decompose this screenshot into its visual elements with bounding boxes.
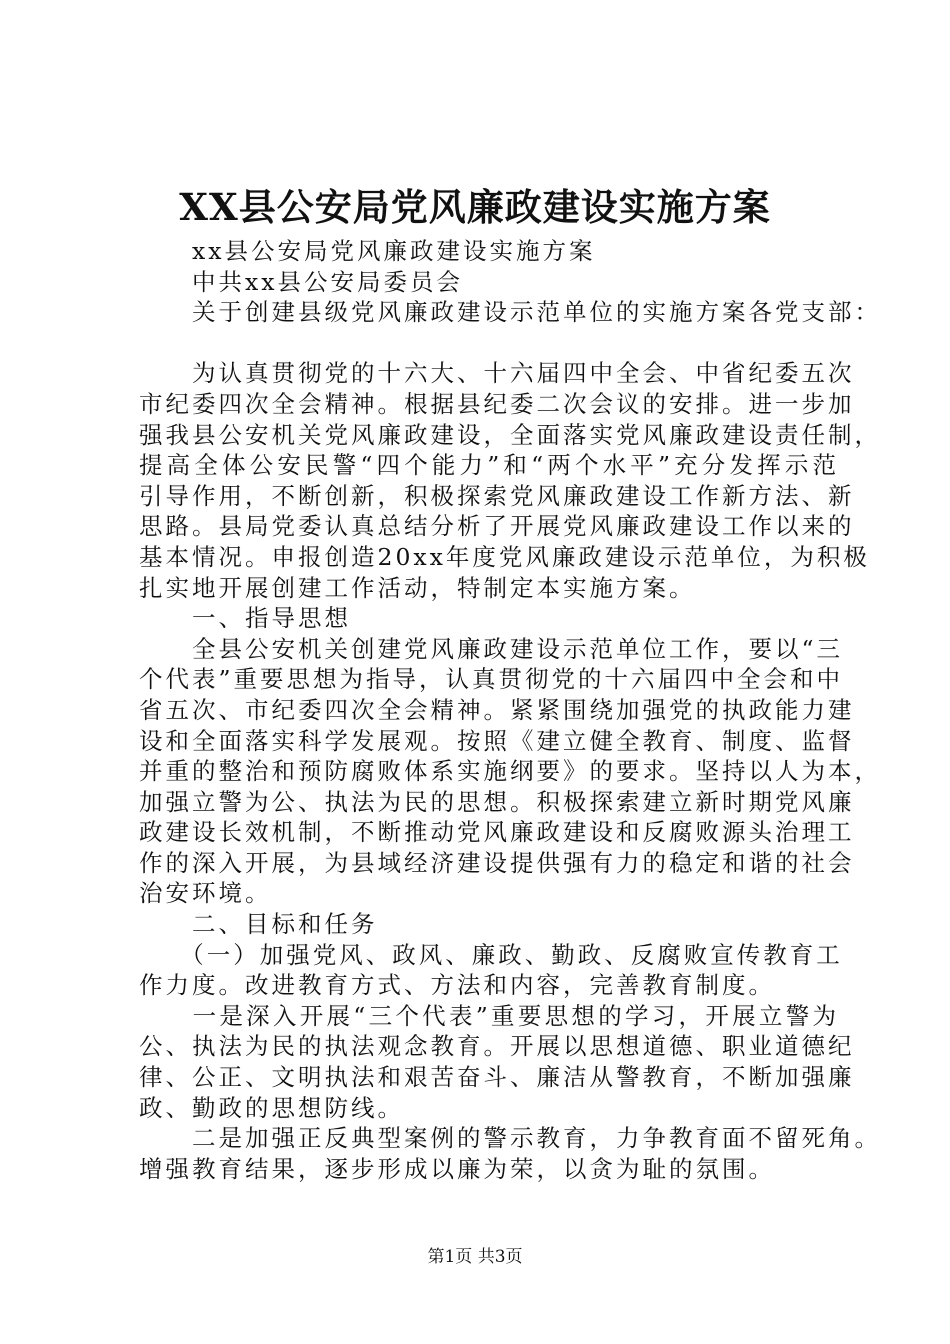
body-line: 关于创建县级党风廉政建设示范单位的实施方案各党支部： — [139, 298, 881, 327]
body-line: 二是加强正反典型案例的警示教育，力争教育面不留死角。 — [139, 1124, 881, 1153]
document-body — [139, 236, 881, 1184]
body-line: 设和全面落实科学发展观。按照《建立健全教育、制度、监督 — [139, 726, 855, 755]
body-line: 思路。县局党委认真总结分析了开展党风廉政建设工作以来的 — [139, 512, 855, 541]
body-line: 律、公正、文明执法和艰苦奋斗、廉洁从警教育，不断加强廉 — [139, 1063, 855, 1092]
body-line: 加强立警为公、执法为民的思想。积极探索建立新时期党风廉 — [139, 787, 855, 816]
body-line: 省五次、市纪委四次全会精神。紧紧围绕加强党的执政能力建 — [139, 695, 855, 724]
body-line: 政建设长效机制，不断推动党风廉政建设和反腐败源头治理工 — [139, 818, 855, 847]
body-line: 公、执法为民的执法观念教育。开展以思想道德、职业道德纪 — [139, 1032, 855, 1061]
body-line: 强我县公安机关党风廉政建设，全面落实党风廉政建设责任制， — [139, 420, 881, 449]
body-line: （一）加强党风、政风、廉政、勤政、反腐败宣传教育工 — [139, 940, 843, 969]
body-line: 一是深入开展“三个代表”重要思想的学习，开展立警为 — [139, 1001, 839, 1030]
body-line: 政、勤政的思想防线。 — [139, 1093, 404, 1122]
body-line: 二、目标和任务 — [139, 910, 378, 939]
body-line: 个代表”重要思想为指导，认真贯彻党的十六届四中全会和中 — [139, 665, 844, 694]
body-line: 全县公安机关创建党风廉政建设示范单位工作，要以“三 — [139, 634, 844, 663]
body-line: 一、指导思想 — [139, 604, 351, 633]
body-line: 作的深入开展，为县域经济建设提供强有力的稳定和谐的社会 — [139, 848, 855, 877]
body-line: 并重的整治和预防腐败体系实施纲要》的要求。坚持以人为本， — [139, 757, 881, 786]
body-line: 为认真贯彻党的十六大、十六届四中全会、中省纪委五次 — [139, 359, 855, 388]
body-line: 作力度。改进教育方式、方法和内容，完善教育制度。 — [139, 971, 775, 1000]
body-line: 引导作用，不断创新，积极探索党风廉政建设工作新方法、新 — [139, 481, 855, 510]
page-indicator: 第1页 共3页 — [427, 1247, 523, 1267]
body-line: 治安环境。 — [139, 879, 272, 908]
body-line — [139, 328, 839, 359]
body-line: 中共xx县公安局委员会 — [139, 267, 464, 296]
body-line: 提高全体公安民警“四个能力”和“两个水平”充分发挥示范 — [139, 451, 839, 480]
body-line: 市纪委四次全会精神。根据县纪委二次会议的安排。进一步加 — [139, 389, 855, 418]
document-title: XX县公安局党风廉政建设实施方案 — [179, 185, 771, 229]
body-line: 基本情况。申报创造20xx年度党风廉政建设示范单位，为积极 — [139, 542, 870, 571]
body-line: 扎实地开展创建工作活动，特制定本实施方案。 — [139, 573, 696, 602]
body-line: xx县公安局党风廉政建设实施方案 — [139, 237, 596, 265]
body-line: 增强教育结果，逐步形成以廉为荣，以贪为耻的氛围。 — [139, 1154, 775, 1183]
